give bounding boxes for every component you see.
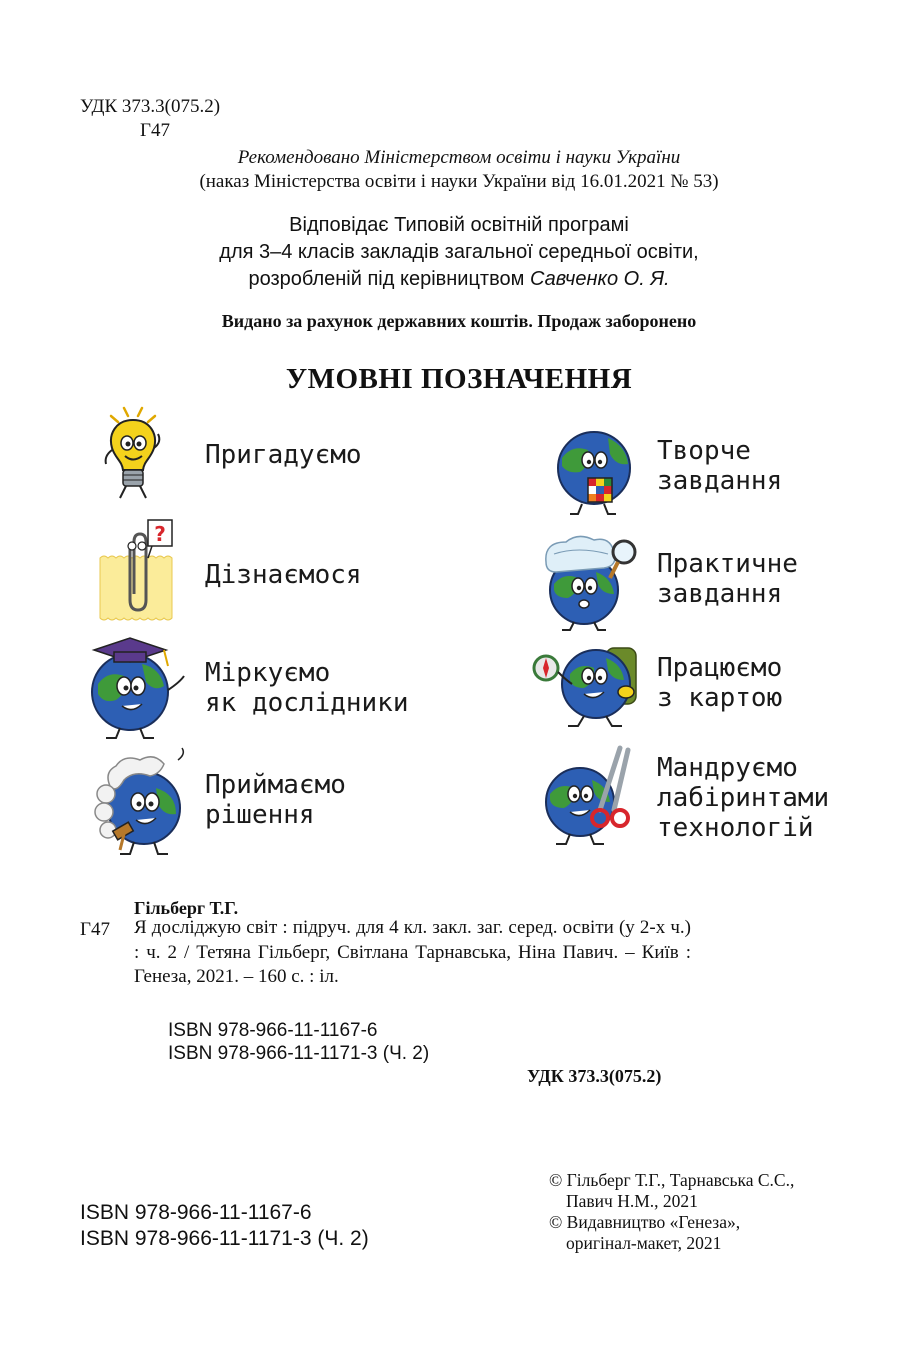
legend-label-technology-mazes-line-1: Мандруємо — [657, 753, 798, 783]
order-line: (наказ Міністерства освіти і науки України від 16.01.2021 № 53) — [199, 171, 719, 192]
legend-label-decide — [205, 770, 346, 830]
legend-label-map-work-line-1: Працюємо — [657, 653, 783, 683]
globe-rubik-cube-icon — [552, 424, 638, 516]
program-line-3-prefix: розробленій під керівництвом — [248, 268, 530, 290]
paperclip-note-icon — [96, 518, 176, 624]
copyright-publisher-line-2: оригінал-макет, 2021 — [566, 1233, 722, 1253]
copyright-publisher-line-1: © Видавництво «Генеза», — [549, 1212, 741, 1232]
bib-catalog-code: Г47 — [80, 919, 110, 940]
globe-judge-icon — [90, 746, 190, 858]
footer-isbn-1: ISBN 978-966-11-1167-6 — [80, 1201, 312, 1224]
legend-label-technology-mazes-line-3: технологій — [657, 813, 814, 843]
program-line-2: для 3–4 класів закладів загальної середньої освіти, — [219, 241, 699, 263]
legend-label-practical-task — [657, 549, 798, 609]
bib-author: Гільберг Т.Г. — [134, 898, 239, 918]
program-line-1: Відповідає Типовій освітній програмі — [289, 214, 629, 236]
bib-udk: УДК 373.3(075.2) — [527, 1066, 662, 1086]
legend-label-map-work — [657, 653, 782, 713]
footer-isbn-2: ISBN 978-966-11-1171-3 (Ч. 2) — [80, 1227, 369, 1250]
funding-note: Видано за рахунок державних коштів. Продаж заборонено — [221, 311, 697, 331]
legend-label-map-work-line-2: з картою — [657, 683, 783, 713]
bib-description: Я досліджую світ : підруч. для 4 кл. закл. заг. серед. освіти (у 2-х ч.) : ч. 2 / Тетяна Гільберг, Світлана Тарнавська, Ніна Павич. – Київ : Генеза, 2021. – 160 с. : іл. — [134, 917, 691, 987]
program-line-3 — [0, 266, 918, 293]
svg-text:?: ? — [154, 522, 166, 546]
legend-label-practical-task-line-2: завдання — [657, 579, 783, 609]
legend-label-explore-line-1: Міркуємо — [205, 658, 331, 688]
legend-label-technology-mazes — [657, 753, 829, 843]
catalog-code-header: Г47 — [140, 120, 170, 141]
legend-label-explore — [205, 658, 409, 718]
globe-scissors-icon — [540, 744, 640, 848]
copyright-authors-line-2: Павич Н.М., 2021 — [566, 1191, 698, 1211]
bib-isbn-1: ISBN 978-966-11-1167-6 — [168, 1020, 378, 1041]
legend-label-decide-line-2: рішення — [205, 800, 315, 830]
legend-label-technology-mazes-line-2: лабіринтами — [657, 783, 830, 813]
legend-label-creative-task — [657, 436, 782, 496]
legend-label-learn: Дізнаємося — [205, 560, 362, 590]
globe-chef-magnifier-icon — [538, 532, 642, 632]
recommendation-line: Рекомендовано Міністерством освіти і науки України — [237, 147, 681, 168]
legend-label-practical-task-line-1: Практичне — [657, 549, 798, 579]
bib-isbn-2: ISBN 978-966-11-1171-3 (Ч. 2) — [168, 1043, 430, 1064]
legend-label-remember: Пригадуємо — [205, 440, 362, 470]
globe-compass-backpack-icon — [530, 640, 646, 732]
udk-header: УДК 373.3(075.2) — [80, 96, 221, 117]
program-author: Савченко О. Я. — [529, 268, 670, 290]
program-compliance — [0, 212, 918, 293]
copyright-authors-line-1: © Гільберг Т.Г., Тарнавська С.С., — [549, 1170, 795, 1190]
legend-label-explore-line-2: як дослідники — [205, 688, 409, 718]
legend-label-creative-task-line-2: завдання — [657, 466, 783, 496]
legend-label-decide-line-1: Приймаємо — [205, 770, 346, 800]
legend-title: УМОВНІ ПОЗНАЧЕННЯ — [285, 363, 633, 395]
legend-label-creative-task-line-1: Творче — [657, 436, 751, 466]
globe-graduate-icon — [84, 630, 188, 742]
lightbulb-icon — [98, 406, 168, 502]
